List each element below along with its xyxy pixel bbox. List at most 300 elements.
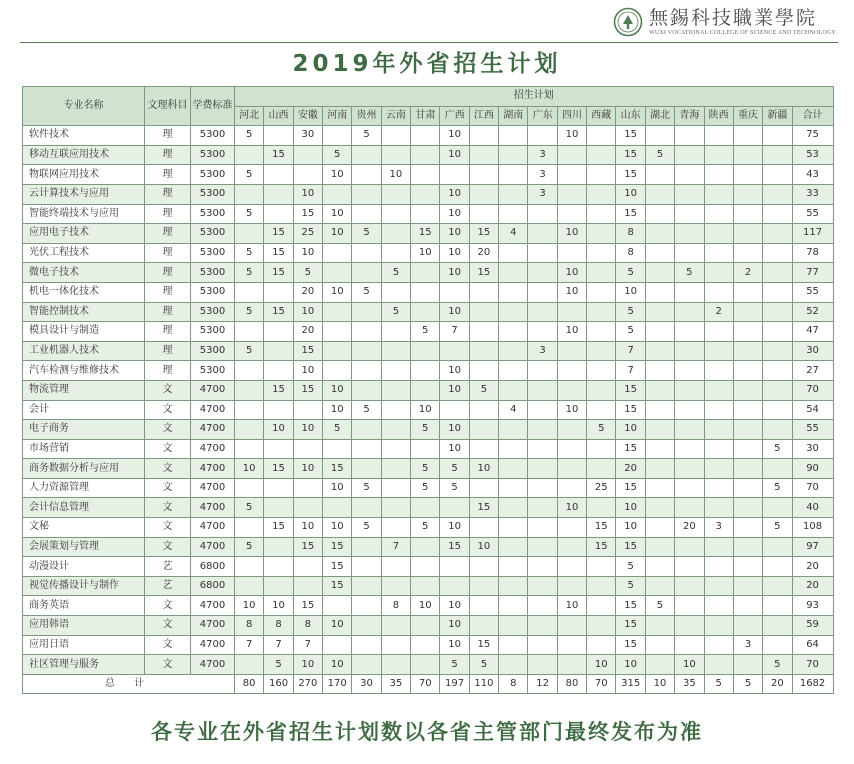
quota-cell [264, 361, 293, 381]
quota-cell [293, 145, 322, 165]
quota-cell [352, 557, 381, 577]
quota-cell [704, 184, 733, 204]
quota-cell: 5 [645, 596, 674, 616]
quota-cell [352, 165, 381, 185]
row-total-cell: 55 [792, 420, 833, 440]
quota-cell: 10 [411, 596, 440, 616]
table-row [23, 616, 834, 636]
quota-cell: 10 [235, 596, 264, 616]
quota-cell: 7 [235, 635, 264, 655]
quota-cell [763, 204, 792, 224]
table-row [23, 537, 834, 557]
category-cell: 理 [145, 263, 191, 283]
quota-cell [352, 322, 381, 342]
quota-cell: 15 [264, 518, 293, 538]
quota-cell [733, 420, 762, 440]
table-row [23, 184, 834, 204]
quota-cell: 5 [352, 400, 381, 420]
fee-cell: 5300 [191, 341, 235, 361]
quota-cell [704, 498, 733, 518]
province-header: 河南 [323, 106, 352, 126]
quota-cell [352, 380, 381, 400]
quota-cell [557, 204, 586, 224]
quota-cell: 4 [499, 400, 528, 420]
quota-cell [323, 184, 352, 204]
quota-cell: 15 [616, 537, 645, 557]
quota-cell [440, 341, 469, 361]
quota-cell: 20 [293, 282, 322, 302]
quota-cell [499, 655, 528, 675]
quota-cell [411, 126, 440, 146]
quota-cell [264, 341, 293, 361]
quota-cell [469, 420, 498, 440]
quota-cell [528, 498, 557, 518]
quota-cell: 10 [323, 478, 352, 498]
quota-cell [352, 616, 381, 636]
row-total-cell: 20 [792, 576, 833, 596]
quota-cell [499, 518, 528, 538]
quota-cell: 15 [264, 263, 293, 283]
row-total-cell: 27 [792, 361, 833, 381]
quota-cell [675, 459, 704, 479]
fee-cell: 5300 [191, 243, 235, 263]
quota-cell: 10 [440, 361, 469, 381]
quota-cell [381, 557, 410, 577]
major-name: 智能控制技术 [23, 302, 145, 322]
quota-cell: 5 [235, 537, 264, 557]
quota-cell [499, 165, 528, 185]
quota-cell [293, 400, 322, 420]
table-row [23, 478, 834, 498]
quota-cell [411, 282, 440, 302]
quota-cell [499, 478, 528, 498]
quota-cell: 15 [293, 341, 322, 361]
category-cell: 文 [145, 459, 191, 479]
quota-cell [411, 439, 440, 459]
row-total-cell: 93 [792, 596, 833, 616]
quota-cell: 10 [293, 459, 322, 479]
quota-cell: 5 [440, 478, 469, 498]
quota-cell [763, 459, 792, 479]
province-header: 新疆 [763, 106, 792, 126]
quota-cell [704, 165, 733, 185]
quota-cell [264, 184, 293, 204]
table-row [23, 204, 834, 224]
quota-cell [528, 616, 557, 636]
row-total-cell: 30 [792, 341, 833, 361]
major-name: 商务英语 [23, 596, 145, 616]
fee-cell: 4700 [191, 400, 235, 420]
quota-cell: 10 [616, 184, 645, 204]
quota-cell: 10 [323, 165, 352, 185]
quota-cell [645, 184, 674, 204]
quota-cell [587, 243, 616, 263]
quota-cell [323, 243, 352, 263]
quota-cell [381, 498, 410, 518]
row-total-cell: 70 [792, 380, 833, 400]
quota-cell [704, 126, 733, 146]
quota-cell [235, 576, 264, 596]
quota-cell [293, 478, 322, 498]
quota-cell [704, 263, 733, 283]
total-cell: 270 [293, 674, 322, 694]
quota-cell [645, 576, 674, 596]
quota-cell [557, 478, 586, 498]
major-name: 工业机器人技术 [23, 341, 145, 361]
quota-cell [675, 400, 704, 420]
row-total-cell: 43 [792, 165, 833, 185]
quota-cell: 5 [235, 243, 264, 263]
major-name: 社区管理与服务 [23, 655, 145, 675]
quota-cell: 15 [293, 596, 322, 616]
quota-cell [381, 204, 410, 224]
quota-cell [587, 302, 616, 322]
quota-cell [557, 635, 586, 655]
quota-cell [381, 478, 410, 498]
quota-cell: 10 [557, 282, 586, 302]
total-cell: 10 [645, 674, 674, 694]
quota-cell: 7 [293, 635, 322, 655]
row-total-cell: 47 [792, 322, 833, 342]
quota-cell: 15 [469, 635, 498, 655]
quota-cell: 15 [616, 126, 645, 146]
quota-cell: 5 [323, 420, 352, 440]
quota-cell: 10 [293, 243, 322, 263]
fee-cell: 4700 [191, 518, 235, 538]
quota-cell: 3 [704, 518, 733, 538]
table-row [23, 596, 834, 616]
quota-cell [235, 655, 264, 675]
category-cell: 理 [145, 126, 191, 146]
quota-cell [411, 380, 440, 400]
quota-cell [411, 361, 440, 381]
table-row [23, 322, 834, 342]
quota-cell [323, 498, 352, 518]
header-major: 专业名称 [23, 87, 145, 126]
quota-cell: 15 [469, 224, 498, 244]
quota-cell: 10 [440, 224, 469, 244]
quota-cell [557, 184, 586, 204]
quota-cell [704, 361, 733, 381]
quota-cell [675, 302, 704, 322]
quota-cell [557, 361, 586, 381]
quota-cell: 5 [235, 341, 264, 361]
quota-cell [763, 420, 792, 440]
quota-cell [557, 576, 586, 596]
quota-cell [499, 126, 528, 146]
quota-cell: 10 [616, 518, 645, 538]
fee-cell: 4700 [191, 478, 235, 498]
major-name: 物流管理 [23, 380, 145, 400]
quota-cell [587, 263, 616, 283]
quota-cell [587, 341, 616, 361]
fee-cell: 4700 [191, 616, 235, 636]
quota-cell [557, 145, 586, 165]
quota-cell [499, 184, 528, 204]
major-name: 会计 [23, 400, 145, 420]
quota-cell [733, 439, 762, 459]
quota-cell: 15 [323, 576, 352, 596]
quota-cell [499, 557, 528, 577]
quota-cell [557, 557, 586, 577]
row-total-cell: 108 [792, 518, 833, 538]
quota-cell [381, 616, 410, 636]
row-total-cell: 77 [792, 263, 833, 283]
quota-cell: 5 [352, 126, 381, 146]
province-header: 甘肃 [411, 106, 440, 126]
quota-cell: 10 [264, 596, 293, 616]
table-row [23, 380, 834, 400]
quota-cell: 15 [587, 537, 616, 557]
quota-cell: 10 [557, 400, 586, 420]
quota-cell [557, 165, 586, 185]
quota-cell [352, 145, 381, 165]
quota-cell: 25 [587, 478, 616, 498]
category-cell: 艺 [145, 576, 191, 596]
quota-cell [235, 380, 264, 400]
category-cell: 文 [145, 518, 191, 538]
quota-cell: 10 [440, 439, 469, 459]
quota-cell [675, 616, 704, 636]
quota-cell [323, 596, 352, 616]
quota-cell: 15 [616, 204, 645, 224]
quota-cell [411, 635, 440, 655]
category-cell: 理 [145, 361, 191, 381]
quota-cell [499, 635, 528, 655]
row-total-cell: 90 [792, 459, 833, 479]
quota-cell [499, 498, 528, 518]
province-header: 江西 [469, 106, 498, 126]
total-cell: 8 [499, 674, 528, 694]
quota-cell [675, 537, 704, 557]
quota-cell [704, 243, 733, 263]
quota-cell [675, 380, 704, 400]
quota-cell [645, 282, 674, 302]
quota-cell [411, 498, 440, 518]
quota-cell [499, 145, 528, 165]
quota-cell: 15 [264, 224, 293, 244]
quota-cell [704, 400, 733, 420]
quota-cell [587, 282, 616, 302]
quota-cell [675, 204, 704, 224]
quota-cell [557, 420, 586, 440]
quota-cell: 10 [293, 184, 322, 204]
quota-cell [675, 165, 704, 185]
fee-cell: 5300 [191, 184, 235, 204]
quota-cell [264, 478, 293, 498]
quota-cell [763, 302, 792, 322]
table-row [23, 341, 834, 361]
quota-cell [499, 616, 528, 636]
quota-cell [733, 478, 762, 498]
quota-cell: 5 [235, 498, 264, 518]
quota-cell: 10 [440, 518, 469, 538]
quota-cell: 20 [616, 459, 645, 479]
quota-cell [411, 616, 440, 636]
quota-cell [469, 400, 498, 420]
quota-cell [675, 341, 704, 361]
total-cell: 315 [616, 674, 645, 694]
quota-cell [645, 655, 674, 675]
quota-cell: 5 [235, 263, 264, 283]
quota-cell: 7 [264, 635, 293, 655]
quota-cell [323, 361, 352, 381]
total-cell: 5 [733, 674, 762, 694]
quota-cell [352, 302, 381, 322]
quota-cell: 5 [469, 380, 498, 400]
quota-cell [528, 537, 557, 557]
quota-cell [704, 341, 733, 361]
quota-cell [411, 655, 440, 675]
quota-cell: 3 [528, 341, 557, 361]
quota-cell [763, 400, 792, 420]
quota-cell: 10 [557, 224, 586, 244]
fee-cell: 6800 [191, 557, 235, 577]
quota-cell: 10 [323, 518, 352, 538]
quota-cell [733, 596, 762, 616]
total-cell: 35 [381, 674, 410, 694]
quota-cell [469, 439, 498, 459]
quota-cell [733, 380, 762, 400]
quota-cell [264, 576, 293, 596]
quota-cell [587, 400, 616, 420]
fee-cell: 6800 [191, 576, 235, 596]
quota-cell [499, 596, 528, 616]
quota-cell [381, 361, 410, 381]
quota-cell [499, 459, 528, 479]
row-total-cell: 70 [792, 655, 833, 675]
table-row [23, 655, 834, 675]
quota-cell: 3 [528, 145, 557, 165]
fee-cell: 5300 [191, 224, 235, 244]
province-header: 广西 [440, 106, 469, 126]
quota-cell: 15 [293, 204, 322, 224]
fee-cell: 5300 [191, 322, 235, 342]
quota-cell: 15 [616, 596, 645, 616]
quota-cell [733, 204, 762, 224]
total-cell: 80 [235, 674, 264, 694]
category-cell: 艺 [145, 557, 191, 577]
category-cell: 文 [145, 400, 191, 420]
quota-cell: 10 [557, 126, 586, 146]
quota-cell: 5 [293, 263, 322, 283]
quota-cell [528, 478, 557, 498]
major-name: 光伏工程技术 [23, 243, 145, 263]
quota-cell [323, 635, 352, 655]
major-name: 汽车检测与维修技术 [23, 361, 145, 381]
quota-cell: 5 [411, 420, 440, 440]
quota-cell [499, 380, 528, 400]
quota-cell [704, 576, 733, 596]
quota-cell: 7 [440, 322, 469, 342]
quota-cell [528, 263, 557, 283]
quota-cell [733, 184, 762, 204]
quota-cell: 5 [645, 145, 674, 165]
quota-cell: 5 [763, 439, 792, 459]
province-header: 四川 [557, 106, 586, 126]
quota-cell: 10 [557, 322, 586, 342]
major-name: 云计算技术与应用 [23, 184, 145, 204]
quota-cell [763, 322, 792, 342]
province-header: 山东 [616, 106, 645, 126]
quota-cell [528, 126, 557, 146]
quota-cell [704, 537, 733, 557]
quota-cell [381, 576, 410, 596]
quota-cell: 15 [323, 557, 352, 577]
quota-cell [587, 204, 616, 224]
quota-cell [675, 243, 704, 263]
quota-cell [411, 145, 440, 165]
quota-cell: 10 [440, 145, 469, 165]
quota-cell [645, 380, 674, 400]
quota-cell: 20 [293, 322, 322, 342]
quota-cell: 5 [411, 322, 440, 342]
quota-cell [381, 341, 410, 361]
quota-cell: 15 [264, 243, 293, 263]
quota-cell: 4 [499, 224, 528, 244]
quota-cell [440, 557, 469, 577]
fee-cell: 4700 [191, 459, 235, 479]
quota-cell: 5 [616, 302, 645, 322]
quota-cell [763, 165, 792, 185]
quota-cell: 10 [323, 204, 352, 224]
quota-cell [381, 518, 410, 538]
quota-cell: 2 [704, 302, 733, 322]
quota-cell: 5 [440, 655, 469, 675]
quota-cell [469, 322, 498, 342]
province-header: 重庆 [733, 106, 762, 126]
quota-cell: 5 [381, 263, 410, 283]
quota-cell: 10 [440, 204, 469, 224]
category-cell: 文 [145, 478, 191, 498]
quota-cell [763, 576, 792, 596]
quota-cell: 10 [587, 655, 616, 675]
quota-cell [675, 282, 704, 302]
quota-cell [557, 439, 586, 459]
table-row [23, 282, 834, 302]
quota-cell: 10 [381, 165, 410, 185]
category-cell: 文 [145, 420, 191, 440]
province-header: 广东 [528, 106, 557, 126]
quota-cell [352, 263, 381, 283]
quota-cell [528, 420, 557, 440]
quota-cell [587, 557, 616, 577]
quota-cell: 10 [323, 616, 352, 636]
quota-cell: 10 [616, 282, 645, 302]
quota-cell [528, 204, 557, 224]
quota-cell: 15 [264, 145, 293, 165]
major-name: 人力资源管理 [23, 478, 145, 498]
quota-cell [645, 224, 674, 244]
table-row [23, 126, 834, 146]
quota-cell [557, 616, 586, 636]
quota-cell: 15 [616, 165, 645, 185]
row-total-cell: 54 [792, 400, 833, 420]
total-row [23, 674, 834, 694]
quota-cell: 8 [264, 616, 293, 636]
quota-cell [645, 204, 674, 224]
category-cell: 文 [145, 439, 191, 459]
quota-cell [352, 243, 381, 263]
quota-cell [411, 184, 440, 204]
quota-cell [528, 655, 557, 675]
major-name: 文秘 [23, 518, 145, 538]
quota-cell [323, 126, 352, 146]
quota-cell: 10 [323, 400, 352, 420]
quota-cell: 25 [293, 224, 322, 244]
quota-cell [675, 224, 704, 244]
quota-cell [440, 498, 469, 518]
